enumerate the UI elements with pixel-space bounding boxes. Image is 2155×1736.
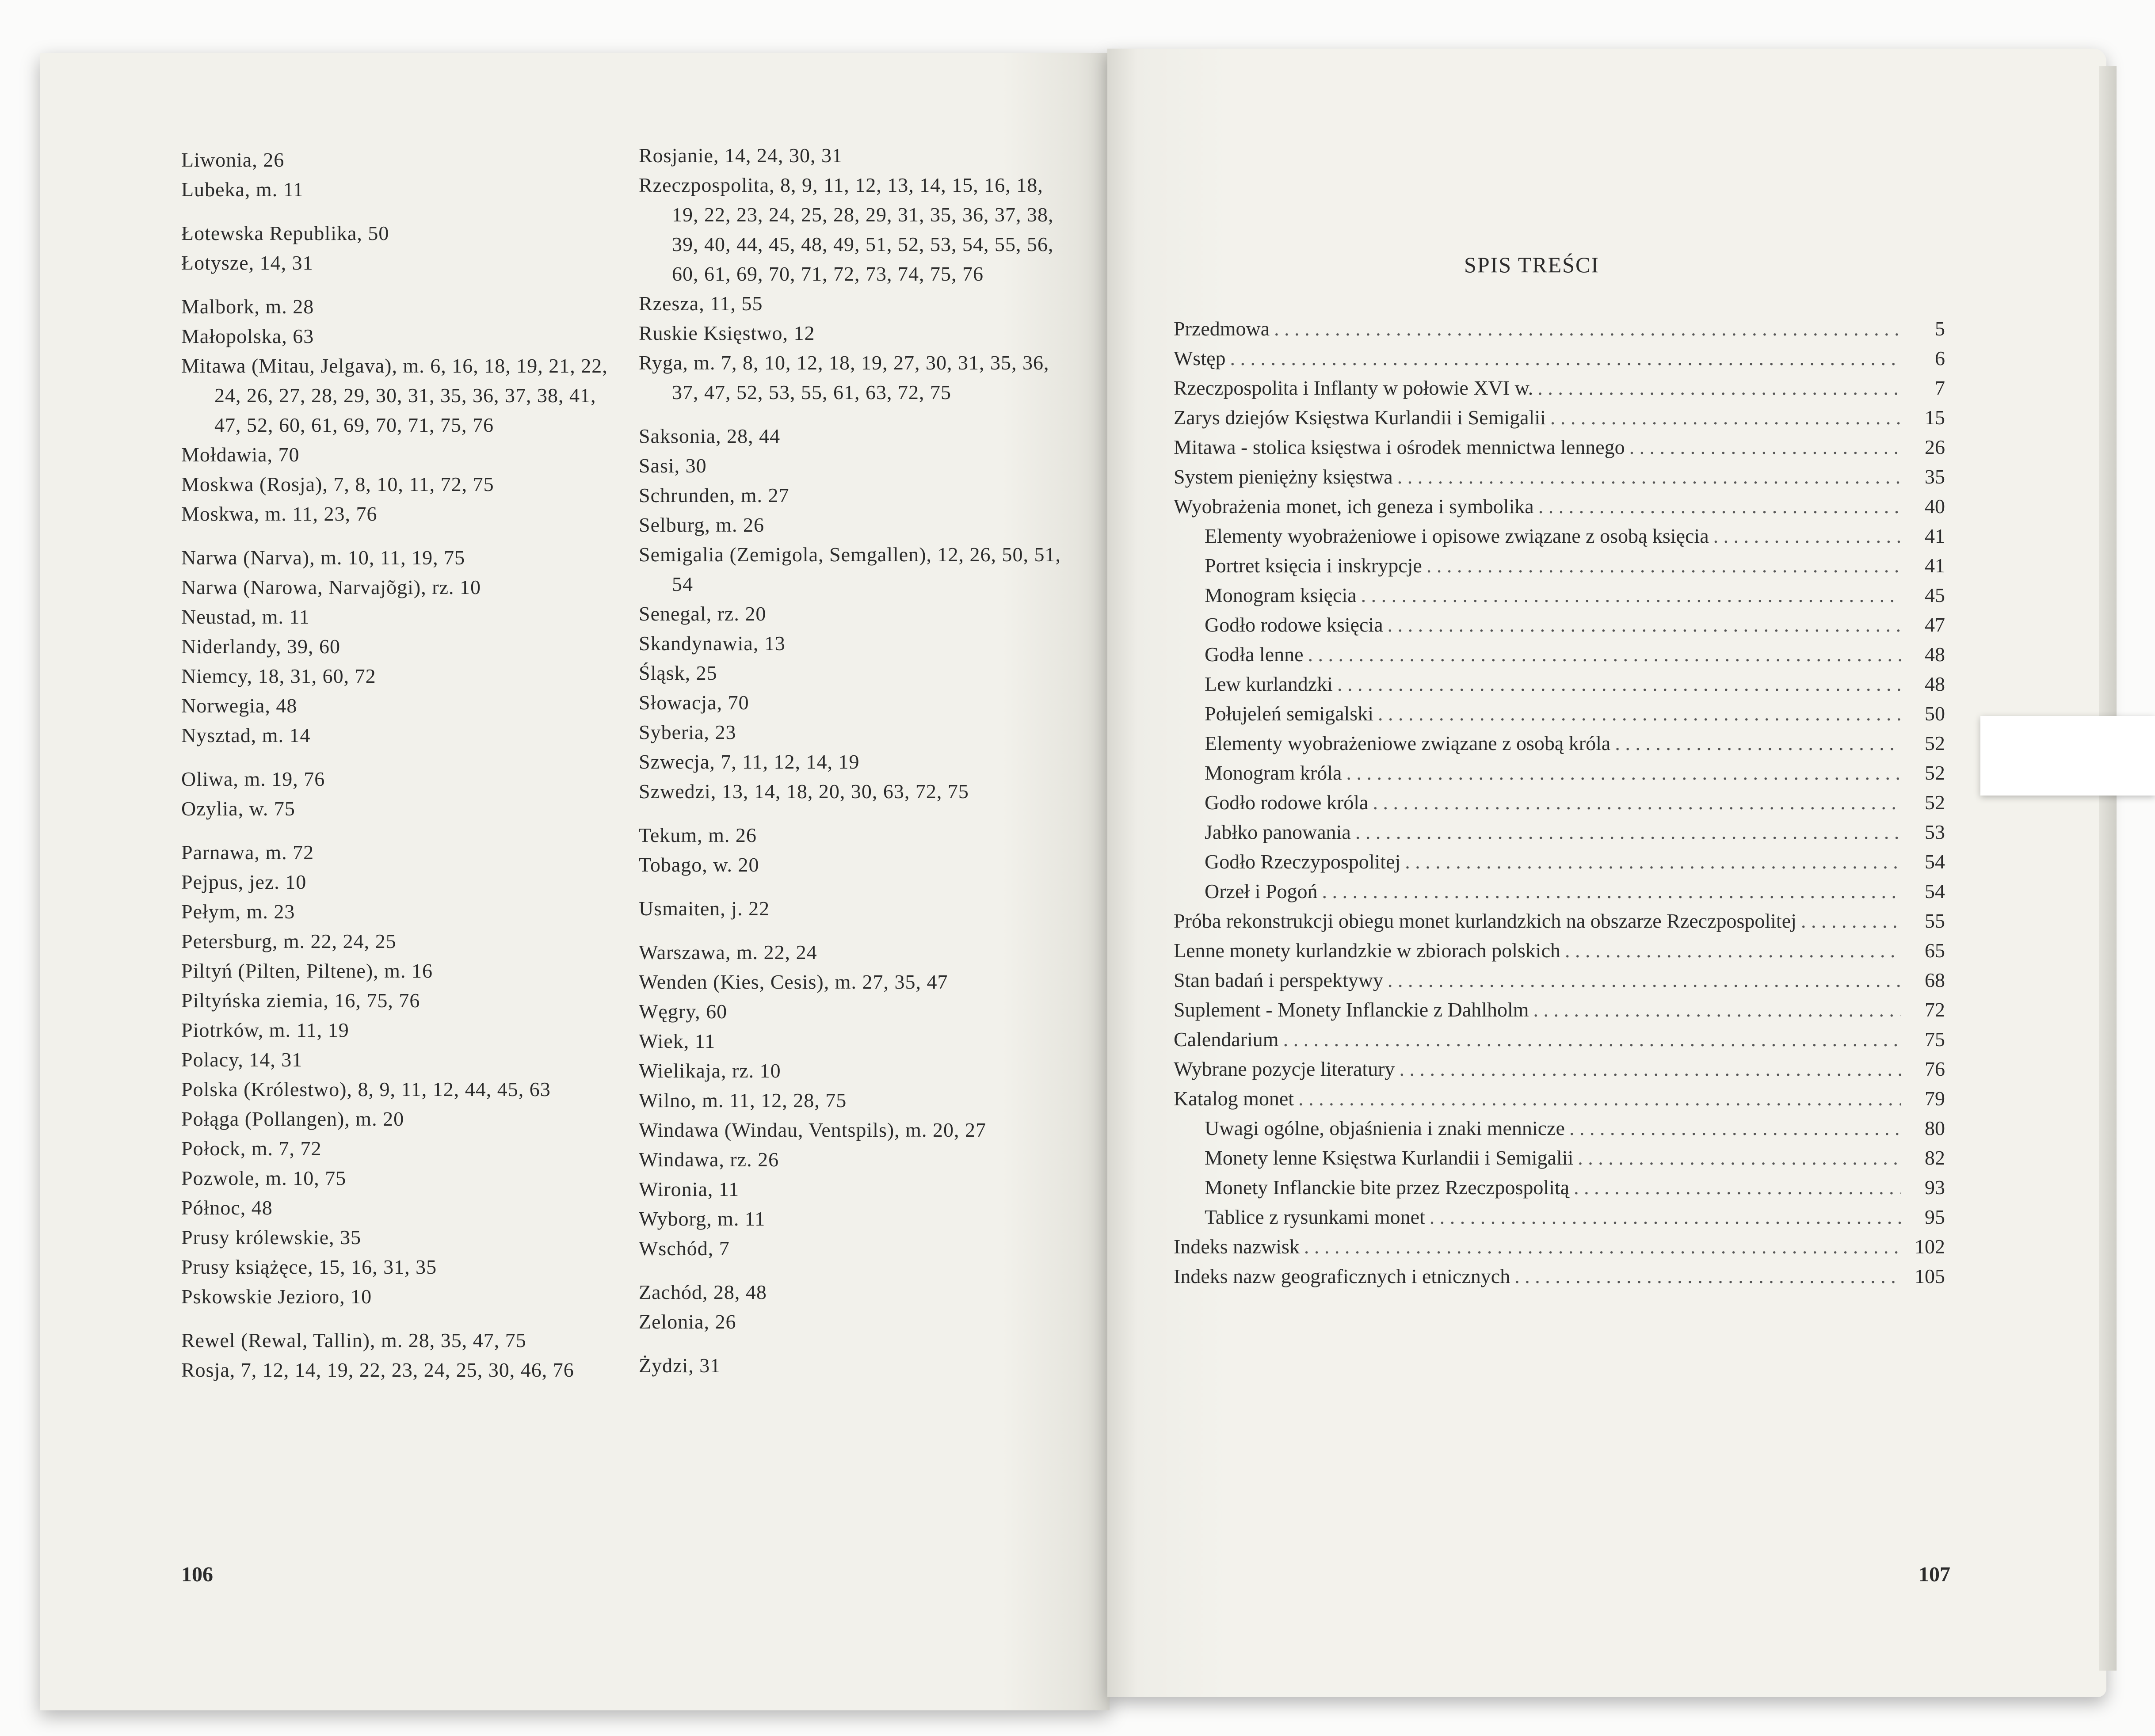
index-group: [181, 145, 614, 204]
toc-entry-page: 72: [1925, 998, 1945, 1021]
toc-entry-title: Portret księcia i inskrypcje: [1205, 554, 1422, 577]
index-entry: Narwa (Narowa, Narvajõgi), rz. 10: [181, 576, 481, 598]
toc-entry: [1174, 728, 1945, 758]
index-entry: Wiek, 11: [639, 1030, 716, 1052]
toc-leader-dots: [1629, 432, 1901, 462]
index-entry: Mitawa (Mitau, Jelgava), m. 6, 16, 18, 19, 21, 22, 24, 26, 27, 28, 29, 30, 31, 35, 36, 37, 38, 41, 47, 52, 60, 61, 69, 70, 71, 75, 76: [181, 354, 608, 436]
toc-leader-dots: [1514, 1261, 1901, 1291]
toc-leader-dots: [1565, 936, 1901, 965]
index-entry: Prusy książęce, 15, 16, 31, 35: [181, 1256, 437, 1278]
toc-entry: [1174, 491, 1945, 521]
toc-entry-title: Tablice z rysunkami monet: [1205, 1206, 1425, 1228]
toc-entry: [1174, 1232, 1945, 1261]
toc-entry: [1174, 521, 1945, 551]
index-entry: Moskwa (Rosja), 7, 8, 10, 11, 72, 75: [181, 473, 494, 495]
toc-heading: SPIS TREŚCI: [1464, 252, 1599, 277]
index-entry: Sasi, 30: [639, 454, 707, 477]
toc-leader-dots: [1304, 1232, 1901, 1261]
toc-entry: [1174, 343, 1945, 373]
index-group: [181, 292, 614, 529]
index-entry: Windawa (Windau, Ventspils), m. 20, 27: [639, 1119, 986, 1141]
toc-entry: [1174, 1084, 1945, 1113]
toc-entry-page: 52: [1925, 732, 1945, 754]
index-entry: Ozylia, w. 75: [181, 797, 295, 820]
toc-entry-page: 80: [1925, 1117, 1945, 1139]
toc-leader-dots: [1308, 640, 1901, 669]
toc-entry-page: 93: [1925, 1176, 1945, 1199]
toc-leader-dots: [1355, 817, 1901, 847]
toc-entry-page: 68: [1925, 969, 1945, 991]
index-entry: Petersburg, m. 22, 24, 25: [181, 930, 397, 952]
index-entry: Oliwa, m. 19, 76: [181, 768, 325, 790]
index-entry: Senegal, rz. 20: [639, 602, 767, 625]
toc-entry-page: 79: [1925, 1087, 1945, 1110]
index-entry: Szwedzi, 13, 14, 18, 20, 30, 63, 72, 75: [639, 780, 969, 803]
toc-entry-title: Przedmowa: [1174, 317, 1270, 340]
index-entry: Północ, 48: [181, 1196, 273, 1219]
index-entry: Semigalia (Zemigola, Semgallen), 12, 26, 50, 51, 54: [639, 543, 1061, 595]
toc-leader-dots: [1569, 1113, 1901, 1143]
toc-entry: [1174, 1054, 1945, 1084]
toc-entry: [1174, 1261, 1945, 1291]
index-entry: Prusy królewskie, 35: [181, 1226, 362, 1249]
toc-entry: [1174, 1024, 1945, 1054]
toc-entry: [1174, 876, 1945, 906]
toc-leader-dots: [1373, 788, 1901, 817]
toc-entry-page: 6: [1935, 347, 1945, 369]
toc-entry-page: 45: [1925, 584, 1945, 606]
index-entry: Łotysze, 14, 31: [181, 251, 313, 274]
toc-entry-page: 52: [1925, 791, 1945, 814]
toc-entry-title: Godło rodowe księcia: [1205, 613, 1383, 636]
toc-leader-dots: [1538, 491, 1901, 521]
index-entry: Piltyńska ziemia, 16, 75, 76: [181, 989, 420, 1012]
toc-leader-dots: [1801, 906, 1901, 936]
toc-entry-page: 40: [1925, 495, 1945, 518]
index-entry: Selburg, m. 26: [639, 514, 765, 536]
index-column-2: [639, 141, 1072, 1394]
index-entry: Zelonia, 26: [639, 1310, 736, 1333]
index-entry: Narwa (Narva), m. 10, 11, 19, 75: [181, 546, 465, 569]
toc-entry-title: Wstęp: [1174, 347, 1226, 369]
toc-leader-dots: [1337, 669, 1901, 699]
toc-entry-page: 7: [1935, 377, 1945, 399]
index-entry: Windawa, rz. 26: [639, 1148, 779, 1171]
index-entry: Śląsk, 25: [639, 662, 717, 684]
toc-entry: [1174, 995, 1945, 1024]
toc-leader-dots: [1274, 314, 1901, 343]
toc-leader-dots: [1346, 758, 1901, 788]
toc-entry: [1174, 314, 1945, 343]
toc-entry-page: 76: [1925, 1058, 1945, 1080]
toc-entry-page: 41: [1925, 554, 1945, 577]
toc-entry: [1174, 936, 1945, 965]
toc-entry-title: Lenne monety kurlandzkie w zbiorach polskich: [1174, 939, 1560, 962]
toc-entry: [1174, 788, 1945, 817]
toc-entry: [1174, 403, 1945, 432]
toc-entry-title: Zarys dziejów Księstwa Kurlandii i Semigalii: [1174, 406, 1546, 429]
toc-entry: [1174, 669, 1945, 699]
toc-entry-page: 47: [1925, 613, 1945, 636]
toc-entry-title: Katalog monet: [1174, 1087, 1294, 1110]
toc-entry-page: 52: [1925, 761, 1945, 784]
index-entry: Rosja, 7, 12, 14, 19, 22, 23, 24, 25, 30, 46, 76: [181, 1359, 574, 1381]
index-entry: Niderlandy, 39, 60: [181, 635, 340, 658]
index-entry: Węgry, 60: [639, 1000, 728, 1023]
toc-leader-dots: [1283, 1024, 1901, 1054]
toc-entry: [1174, 906, 1945, 936]
toc-entry: [1174, 1173, 1945, 1202]
toc-entry-page: 82: [1925, 1146, 1945, 1169]
toc-entry: [1174, 758, 1945, 788]
toc-entry: [1174, 965, 1945, 995]
index-group: [639, 1277, 1072, 1336]
toc-entry-title: Jabłko panowania: [1205, 821, 1351, 843]
toc-entry-page: 102: [1915, 1235, 1945, 1258]
toc-entry-title: Elementy wyobrażeniowe związane z osobą króla: [1205, 732, 1611, 754]
toc-entry: [1174, 580, 1945, 610]
index-entry: Ryga, m. 7, 8, 10, 12, 18, 19, 27, 30, 31, 35, 36, 37, 47, 52, 53, 55, 61, 63, 72, 75: [639, 351, 1049, 404]
index-entry: Niemcy, 18, 31, 60, 72: [181, 665, 376, 687]
toc-entry: [1174, 847, 1945, 876]
toc-entry-page: 5: [1935, 317, 1945, 340]
toc-entry-title: Monogram króla: [1205, 761, 1342, 784]
toc-entry-page: 65: [1925, 939, 1945, 962]
index-entry: Wilno, m. 11, 12, 28, 75: [639, 1089, 847, 1112]
toc-entry-title: System pieniężny księstwa: [1174, 465, 1393, 488]
toc-entry-title: Calendarium: [1174, 1028, 1279, 1051]
toc-entry: [1174, 462, 1945, 491]
index-entry: Połąga (Pollangen), m. 20: [181, 1108, 404, 1130]
index-entry: Wironia, 11: [639, 1178, 740, 1200]
toc-leader-dots: [1430, 1202, 1901, 1232]
toc-leader-dots: [1615, 728, 1901, 758]
toc-entry-page: 15: [1925, 406, 1945, 429]
toc-entry: [1174, 699, 1945, 728]
page-number-right: 107: [1919, 1563, 1950, 1586]
toc-entry: [1174, 1113, 1945, 1143]
toc-entry-title: Rzeczpospolita i Inflanty w połowie XVI w.: [1174, 377, 1533, 399]
index-entry: Schrunden, m. 27: [639, 484, 790, 506]
toc-entry-title: Godło rodowe króla: [1205, 791, 1369, 814]
index-entry: Lubeka, m. 11: [181, 178, 304, 201]
index-entry: Usmaiten, j. 22: [639, 897, 770, 920]
index-entry: Mołdawia, 70: [181, 443, 300, 466]
toc-entry-title: Monogram księcia: [1205, 584, 1357, 606]
toc-entry-page: 54: [1925, 880, 1945, 902]
toc-leader-dots: [1537, 373, 1901, 403]
toc-leader-dots: [1399, 1054, 1901, 1084]
toc-entry-page: 75: [1925, 1028, 1945, 1051]
toc-entry: [1174, 640, 1945, 669]
toc-entry-title: Monety Inflanckie bite przez Rzeczpospolitą: [1205, 1176, 1570, 1199]
index-group: [639, 1351, 1072, 1380]
toc-leader-dots: [1388, 610, 1901, 640]
toc-entry-title: Lew kurlandzki: [1205, 673, 1333, 695]
index-entry: Polacy, 14, 31: [181, 1048, 303, 1071]
index-entry: Łotewska Republika, 50: [181, 222, 389, 244]
toc-entry-page: 50: [1925, 702, 1945, 725]
index-entry: Rewel (Rewal, Tallin), m. 28, 35, 47, 75: [181, 1329, 526, 1351]
index-entry: Tobago, w. 20: [639, 853, 759, 876]
toc-entry-title: Próba rekonstrukcji obiegu monet kurlandzkich na obszarze Rzeczpospolitej: [1174, 910, 1796, 932]
toc-entry-title: Stan badań i perspektywy: [1174, 969, 1383, 991]
index-entry: Wielikaja, rz. 10: [639, 1059, 781, 1082]
toc-entry-title: Połujeleń semigalski: [1205, 702, 1374, 725]
toc-leader-dots: [1361, 580, 1901, 610]
index-entry: Pskowskie Jezioro, 10: [181, 1285, 372, 1308]
index-entry: Wyborg, m. 11: [639, 1207, 766, 1230]
toc-entry-title: Wyobrażenia monet, ich geneza i symbolika: [1174, 495, 1534, 518]
index-entry: Moskwa, m. 11, 23, 76: [181, 503, 378, 525]
index-column-1: [181, 145, 614, 1399]
index-group: [181, 1325, 614, 1385]
index-group: [639, 820, 1072, 879]
toc-entry: [1174, 1202, 1945, 1232]
toc-entry-title: Uwagi ogólne, objaśnienia i znaki mennicze: [1205, 1117, 1565, 1139]
toc-entry-page: 105: [1915, 1265, 1945, 1287]
toc-entry-page: 48: [1925, 673, 1945, 695]
toc-leader-dots: [1533, 995, 1901, 1024]
index-entry: Ruskie Księstwo, 12: [639, 322, 815, 344]
toc-entry-page: 95: [1925, 1206, 1945, 1228]
toc-entry-page: 48: [1925, 643, 1945, 666]
toc-leader-dots: [1397, 462, 1901, 491]
index-entry: Parnawa, m. 72: [181, 841, 314, 864]
toc-entry-title: Monety lenne Księstwa Kurlandii i Semigalii: [1205, 1146, 1574, 1169]
toc-entry-page: 55: [1925, 910, 1945, 932]
toc-entry-page: 35: [1925, 465, 1945, 488]
toc-leader-dots: [1378, 699, 1901, 728]
index-entry: Rzeczpospolita, 8, 9, 11, 12, 13, 14, 15, 16, 18, 19, 22, 23, 24, 25, 28, 29, 31, 35, 36, 37, 38, 39, 40, 44, 45, 48, 49, 51, 52, 53, 54, 55, 56, 60, 61, 69, 70, 71, 72, 73, 74, 75, 76: [639, 174, 1054, 285]
toc-entry-page: 54: [1925, 850, 1945, 873]
index-group: [639, 894, 1072, 923]
toc-leader-dots: [1298, 1084, 1901, 1113]
toc-entry-page: 53: [1925, 821, 1945, 843]
index-group: [181, 838, 614, 1311]
index-entry: Tekum, m. 26: [639, 824, 757, 846]
index-entry: Nysztad, m. 14: [181, 724, 311, 746]
toc-entry-title: Suplement - Monety Inflanckie z Dahlholm: [1174, 998, 1529, 1021]
toc-leader-dots: [1550, 403, 1901, 432]
toc-entry: [1174, 1143, 1945, 1173]
toc-leader-dots: [1574, 1173, 1901, 1202]
index-entry: Polska (Królestwo), 8, 9, 11, 12, 44, 45, 63: [181, 1078, 551, 1100]
toc-entry-title: Godła lenne: [1205, 643, 1304, 666]
toc-entry: [1174, 610, 1945, 640]
index-entry: Syberia, 23: [639, 721, 736, 743]
toc-entry-title: Godło Rzeczypospolitej: [1205, 850, 1401, 873]
toc-entry-title: Indeks nazw geograficznych i etnicznych: [1174, 1265, 1510, 1287]
page-number-left: 106: [181, 1563, 213, 1586]
index-entry: Wschód, 7: [639, 1237, 730, 1260]
index-entry: Szwecja, 7, 11, 12, 14, 19: [639, 750, 860, 773]
index-group: [639, 421, 1072, 806]
index-entry: Piotrków, m. 11, 19: [181, 1019, 349, 1041]
toc-leader-dots: [1426, 551, 1901, 580]
index-entry: Liwonia, 26: [181, 148, 285, 171]
toc-entry: [1174, 551, 1945, 580]
index-entry: Skandynawia, 13: [639, 632, 786, 655]
index-entry: Słowacja, 70: [639, 691, 749, 714]
index-group: [639, 141, 1072, 407]
toc-entry-title: Orzeł i Pogoń: [1205, 880, 1318, 902]
index-entry: Saksonia, 28, 44: [639, 425, 781, 447]
toc-entry-page: 41: [1925, 525, 1945, 547]
toc-leader-dots: [1322, 876, 1901, 906]
toc-entry-page: 26: [1925, 436, 1945, 458]
toc-leader-dots: [1388, 965, 1901, 995]
table-of-contents: [1174, 314, 1945, 1291]
index-entry: Zachód, 28, 48: [639, 1281, 767, 1303]
index-entry: Żydzi, 31: [639, 1354, 721, 1377]
toc-entry: [1174, 373, 1945, 403]
index-entry: Rzesza, 11, 55: [639, 292, 763, 315]
toc-leader-dots: [1713, 521, 1901, 551]
index-entry: Wenden (Kies, Cesis), m. 27, 35, 47: [639, 971, 948, 993]
index-entry: Pełym, m. 23: [181, 900, 295, 923]
index-entry: Norwegia, 48: [181, 694, 298, 717]
toc-entry-title: Elementy wyobrażeniowe i opisowe związane z osobą księcia: [1205, 525, 1709, 547]
toc-entry-title: Wybrane pozycje literatury: [1174, 1058, 1395, 1080]
toc-leader-dots: [1230, 343, 1901, 373]
index-entry: Piltyń (Pilten, Piltene), m. 16: [181, 959, 433, 982]
toc-entry: [1174, 817, 1945, 847]
index-group: [181, 543, 614, 750]
index-entry: Malbork, m. 28: [181, 295, 314, 318]
toc-entry: [1174, 432, 1945, 462]
index-entry: Połock, m. 7, 72: [181, 1137, 322, 1160]
toc-leader-dots: [1578, 1143, 1901, 1173]
index-entry: Warszawa, m. 22, 24: [639, 941, 817, 963]
bookmark-tab: [1980, 716, 2155, 796]
index-group: [181, 764, 614, 823]
index-group: [181, 218, 614, 278]
toc-leader-dots: [1405, 847, 1901, 876]
index-entry: Małopolska, 63: [181, 325, 314, 347]
toc-entry-title: Mitawa - stolica księstwa i ośrodek mennictwa lennego: [1174, 436, 1625, 458]
index-group: [639, 937, 1072, 1263]
index-entry: Pozwole, m. 10, 75: [181, 1167, 347, 1189]
toc-entry-title: Indeks nazwisk: [1174, 1235, 1300, 1258]
page-edge: [2099, 66, 2117, 1671]
index-entry: Pejpus, jez. 10: [181, 871, 307, 893]
index-entry: Rosjanie, 14, 24, 30, 31: [639, 144, 843, 167]
index-entry: Neustad, m. 11: [181, 605, 310, 628]
